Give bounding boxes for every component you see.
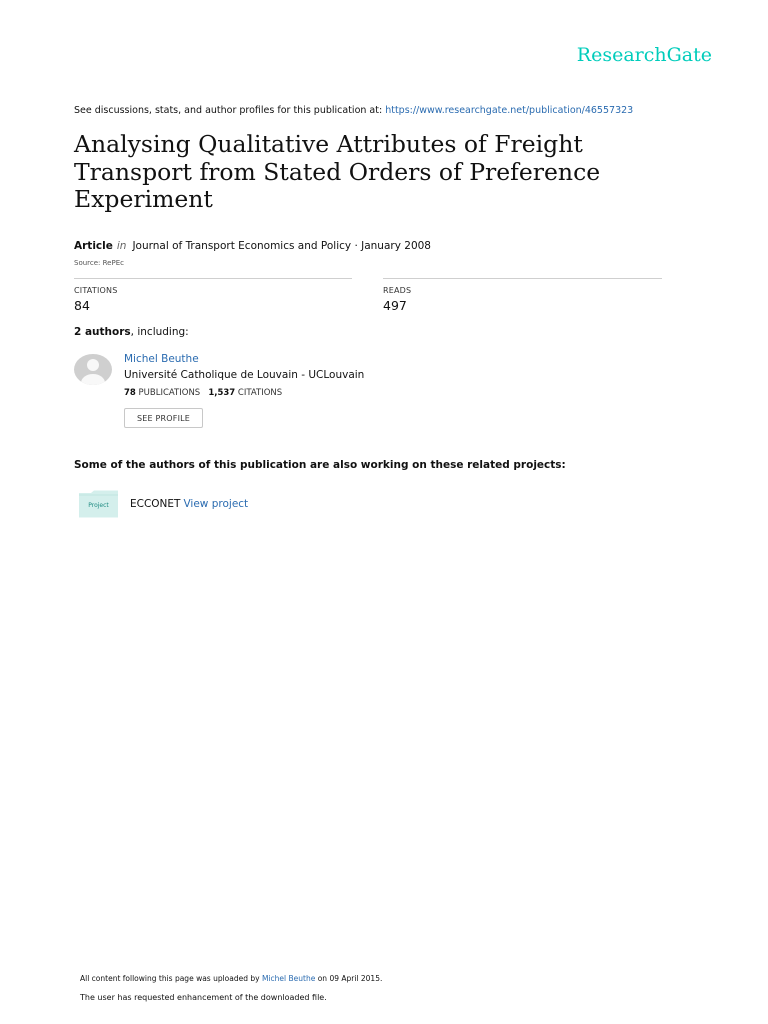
upload-prefix: All content following this page was uploaded by (80, 974, 262, 983)
researchgate-logo[interactable]: ResearchGate (576, 44, 712, 66)
author-name-link[interactable]: Michel Beuthe (124, 353, 199, 365)
author-publications-count: 78 (124, 388, 136, 398)
publication-url-link[interactable]: https://www.researchgate.net/publication/46557323 (385, 105, 634, 116)
folder-label: Project (88, 502, 109, 509)
project-name: ECCONET (130, 498, 181, 510)
avatar[interactable] (74, 354, 112, 385)
project-item (130, 498, 248, 510)
authors-count-number: 2 authors (74, 326, 131, 338)
title-line: Analysing Qualitative Attributes of Freight (74, 130, 583, 158)
author-institution: Université Catholique de Louvain - UCLouvain (124, 369, 365, 381)
user-silhouette-icon (74, 354, 112, 385)
view-project-link[interactable]: View project (183, 498, 249, 510)
authors-count (74, 326, 189, 338)
title-line: Experiment (74, 185, 213, 213)
uploader-link[interactable]: Michel Beuthe (261, 974, 316, 983)
author-citations-count: 1,537 (208, 388, 236, 398)
in-word: in (116, 240, 127, 252)
publication-type: Article (74, 240, 113, 252)
reads-label: READS (383, 286, 412, 295)
upload-suffix: on 09 April 2015. (315, 974, 383, 983)
journal-date: Journal of Transport Economics and Policy · January 2008 (132, 240, 431, 252)
title-line: Transport from Stated Orders of Preference (74, 157, 601, 186)
citations-count: 84 (74, 298, 90, 313)
see-profile-button[interactable]: SEE PROFILE (124, 408, 203, 428)
authors-count-suffix: , including: (130, 326, 189, 338)
author-citations-label: CITATIONS (237, 388, 283, 398)
divider (74, 278, 352, 279)
folder-icon[interactable] (78, 490, 119, 518)
enhancement-note: The user has requested enhancement of the downloaded file. (80, 993, 327, 1002)
publication-source: Source: RePEc (74, 259, 124, 267)
publication-title (74, 131, 674, 214)
author-stats (124, 388, 282, 398)
discussion-line (74, 105, 633, 116)
divider (383, 278, 662, 279)
discussion-text: See discussions, stats, and author profiles for this publication at: (74, 105, 386, 116)
author-publications-label: PUBLICATIONS (138, 388, 201, 398)
citations-label: CITATIONS (74, 286, 118, 295)
related-projects-heading: Some of the authors of this publication are also working on these related projects: (74, 459, 566, 471)
reads-count: 497 (383, 298, 407, 313)
upload-note (80, 974, 382, 983)
publication-meta (74, 240, 431, 252)
